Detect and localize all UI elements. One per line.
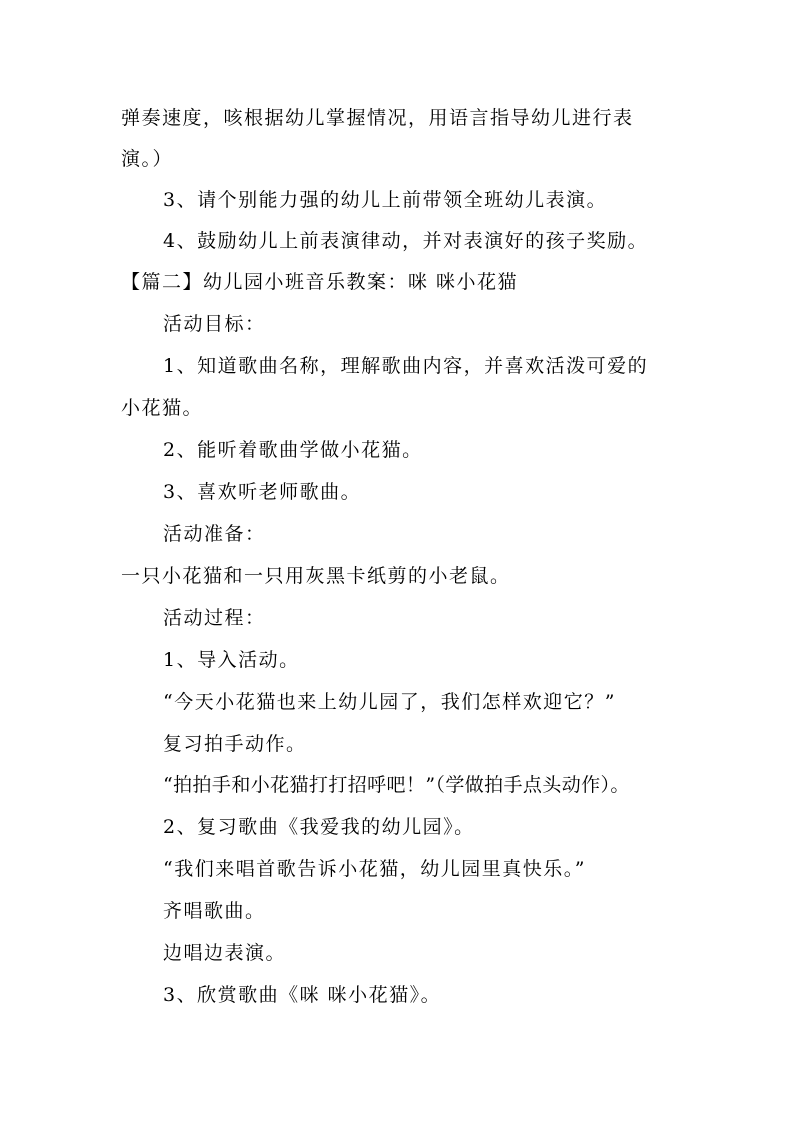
text-line-13: 活动过程： [163, 607, 266, 629]
text-line-22: 3、欣赏歌曲《咪 咪小花猫》。 [163, 984, 442, 1006]
text-line-10: 3、喜欢听老师歌曲。 [163, 481, 362, 503]
text-line-14: 1、导入活动。 [163, 649, 300, 671]
text-line-21: 边唱边表演。 [163, 942, 287, 964]
text-line-7: 1、知道歌曲名称，理解歌曲内容，并喜欢活泼可爱的 [163, 355, 649, 377]
text-line-4: 4、鼓励幼儿上前表演律动，并对表演好的孩子奖励。 [163, 230, 649, 252]
text-line-1: 弹奏速度，咳根据幼儿掌握情况，用语言指导幼儿进行表 [121, 107, 634, 129]
text-line-11: 活动准备： [163, 523, 266, 545]
text-line-15: “今天小花猫也来上幼儿园了，我们怎样欢迎它？” [163, 691, 616, 713]
text-line-12: 一只小花猫和一只用灰黑卡纸剪的小老鼠。 [121, 565, 511, 587]
text-line-8: 小花猫。 [121, 397, 204, 419]
text-line-20: 齐唱歌曲。 [163, 900, 266, 922]
text-line-9: 2、能听着歌曲学做小花猫。 [163, 439, 423, 461]
section-heading: 【篇二】幼儿园小班音乐教案：咪 咪小花猫 [121, 271, 519, 293]
text-line-6: 活动目标： [163, 313, 266, 335]
text-line-2: 演。） [121, 148, 174, 170]
text-line-17: “拍拍手和小花猫打打招呼吧！”（学做拍手点头动作）。 [163, 774, 630, 796]
text-line-16: 复习拍手动作。 [163, 733, 307, 755]
text-line-19: “我们来唱首歌告诉小花猫，幼儿园里真快乐。” [163, 858, 586, 880]
text-line-18: 2、复习歌曲《我爱我的幼儿园》。 [163, 816, 475, 838]
text-line-3: 3、请个别能力强的幼儿上前带领全班幼儿表演。 [163, 189, 608, 211]
